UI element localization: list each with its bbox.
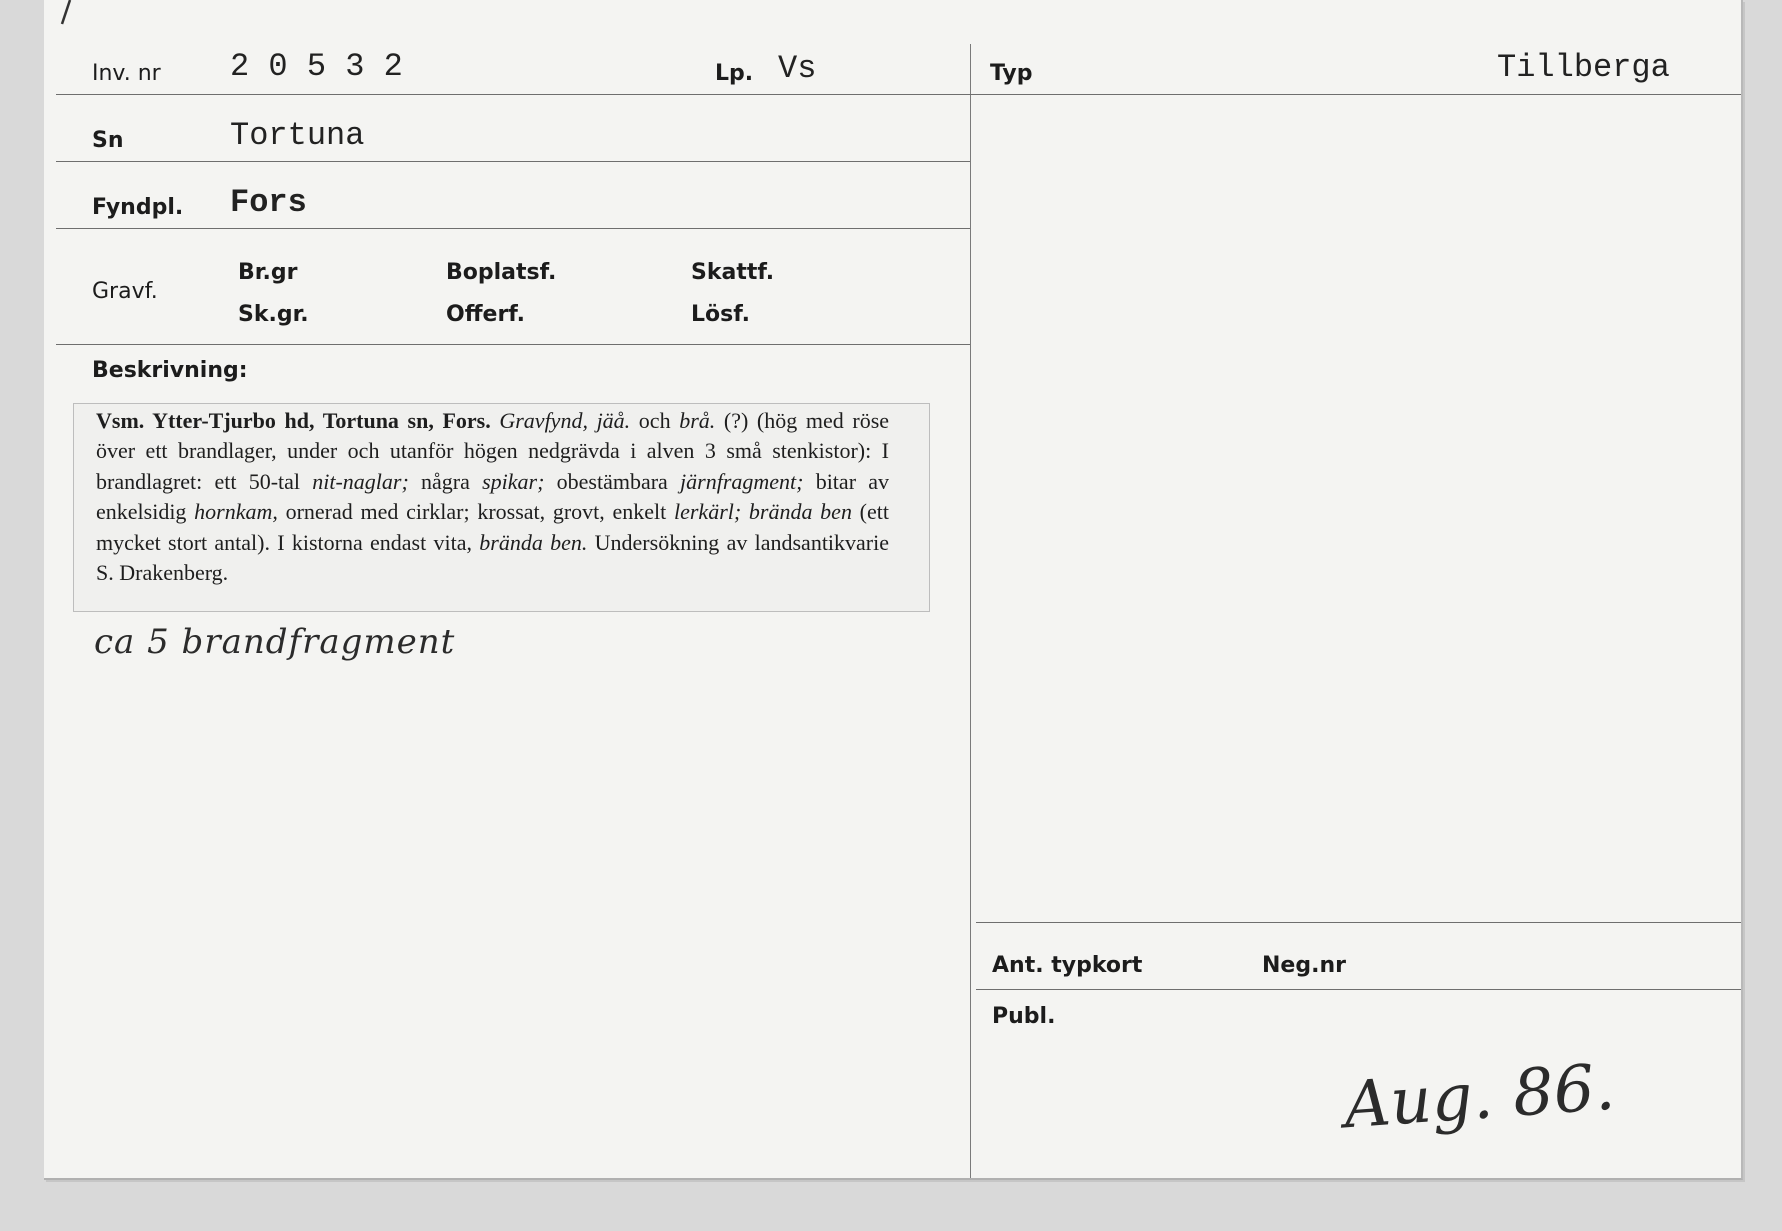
handwritten-signature: Aug. 86. xyxy=(1341,1050,1618,1144)
gravf-label: Gravf. xyxy=(92,279,158,304)
row-rule xyxy=(976,922,1741,923)
lp-label: Lp. xyxy=(715,61,754,86)
row-rule xyxy=(56,228,970,229)
losf-label: Lösf. xyxy=(691,302,750,327)
pen-mark-icon xyxy=(58,0,78,26)
row-rule xyxy=(56,161,970,162)
inv-nr-value: 2 0 5 3 2 xyxy=(230,48,403,85)
fyndpl-label: Fyndpl. xyxy=(92,195,184,220)
inv-nr-label: Inv. nr xyxy=(92,61,161,86)
lp-value: Vs xyxy=(778,50,817,87)
ant-typkort-label: Ant. typkort xyxy=(992,953,1143,978)
description-box: Vsm. Ytter-Tjurbo hd, Tortuna sn, Fors. Gravfynd, jäå. och brå. (?) (hög med röse över ett brandlager, under och utanför högen nedgrävda i alven 3 små stenkistor): I brandlagret: ett 50-tal nit-naglar; några spikar; obestämbara järnfragment; bitar av enkelsidig hornkam, ornerad med cirklar; krossat, grovt, enkelt lerkärl; brända ben (ett mycket stort antal). I kistorna endast vita, brända ben. Undersökning av landsantikvarie S. Drakenberg. xyxy=(73,403,930,612)
row-rule xyxy=(970,94,1741,95)
row-rule xyxy=(56,344,970,345)
description-heading: Vsm. Ytter-Tjurbo hd, Tortuna sn, Fors. xyxy=(96,408,491,433)
neg-nr-label: Neg.nr xyxy=(1262,953,1346,978)
skgr-label: Sk.gr. xyxy=(238,302,309,327)
catalog-card xyxy=(44,0,1743,1180)
typ-value: Tillberga xyxy=(1497,49,1670,86)
row-rule xyxy=(976,989,1741,990)
boplatsf-label: Boplatsf. xyxy=(446,260,557,285)
sn-label: Sn xyxy=(92,128,124,153)
beskrivning-label: Beskrivning: xyxy=(92,358,248,383)
skattf-label: Skattf. xyxy=(691,260,775,285)
typ-label: Typ xyxy=(990,61,1033,86)
column-divider xyxy=(970,44,971,1178)
handwritten-note: ca 5 brandfragment xyxy=(94,622,456,662)
row-rule xyxy=(56,94,970,95)
offerf-label: Offerf. xyxy=(446,302,526,327)
fyndpl-value: Fors xyxy=(230,184,307,221)
brgr-label: Br.gr xyxy=(238,260,298,285)
publ-label: Publ. xyxy=(992,1004,1056,1029)
sn-value: Tortuna xyxy=(230,117,365,154)
